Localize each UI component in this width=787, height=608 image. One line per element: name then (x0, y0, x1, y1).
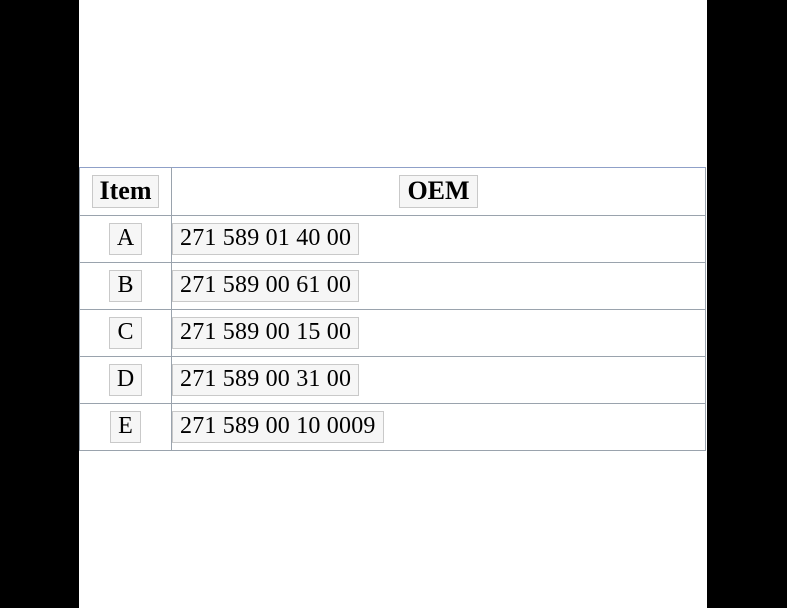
cell-oem (172, 263, 706, 310)
column-header-item-label: Item (92, 175, 160, 209)
cell-oem (172, 216, 706, 263)
document-page (79, 0, 707, 608)
item-label: C (109, 317, 141, 348)
table-body (80, 216, 706, 451)
oem-number: 271 589 01 40 00 (172, 223, 359, 254)
oem-parts-table (79, 167, 706, 451)
table-row (80, 310, 706, 357)
table-header (80, 168, 706, 216)
cell-item (80, 357, 172, 404)
table-row (80, 357, 706, 404)
item-label: E (110, 411, 141, 442)
table-row (80, 263, 706, 310)
cell-item (80, 263, 172, 310)
cell-item (80, 404, 172, 451)
cell-oem (172, 357, 706, 404)
cell-oem (172, 404, 706, 451)
cell-oem (172, 310, 706, 357)
item-label: A (109, 223, 142, 254)
oem-number: 271 589 00 31 00 (172, 364, 359, 395)
oem-number: 271 589 00 10 0009 (172, 411, 384, 442)
column-header-oem (172, 168, 706, 216)
table-row (80, 216, 706, 263)
column-header-oem-label: OEM (399, 175, 477, 209)
table-row (80, 404, 706, 451)
table-header-row (80, 168, 706, 216)
item-label: B (109, 270, 141, 301)
oem-table-container (79, 167, 705, 451)
item-label: D (109, 364, 142, 395)
oem-number: 271 589 00 61 00 (172, 270, 359, 301)
cell-item (80, 310, 172, 357)
cell-item (80, 216, 172, 263)
column-header-item (80, 168, 172, 216)
oem-number: 271 589 00 15 00 (172, 317, 359, 348)
